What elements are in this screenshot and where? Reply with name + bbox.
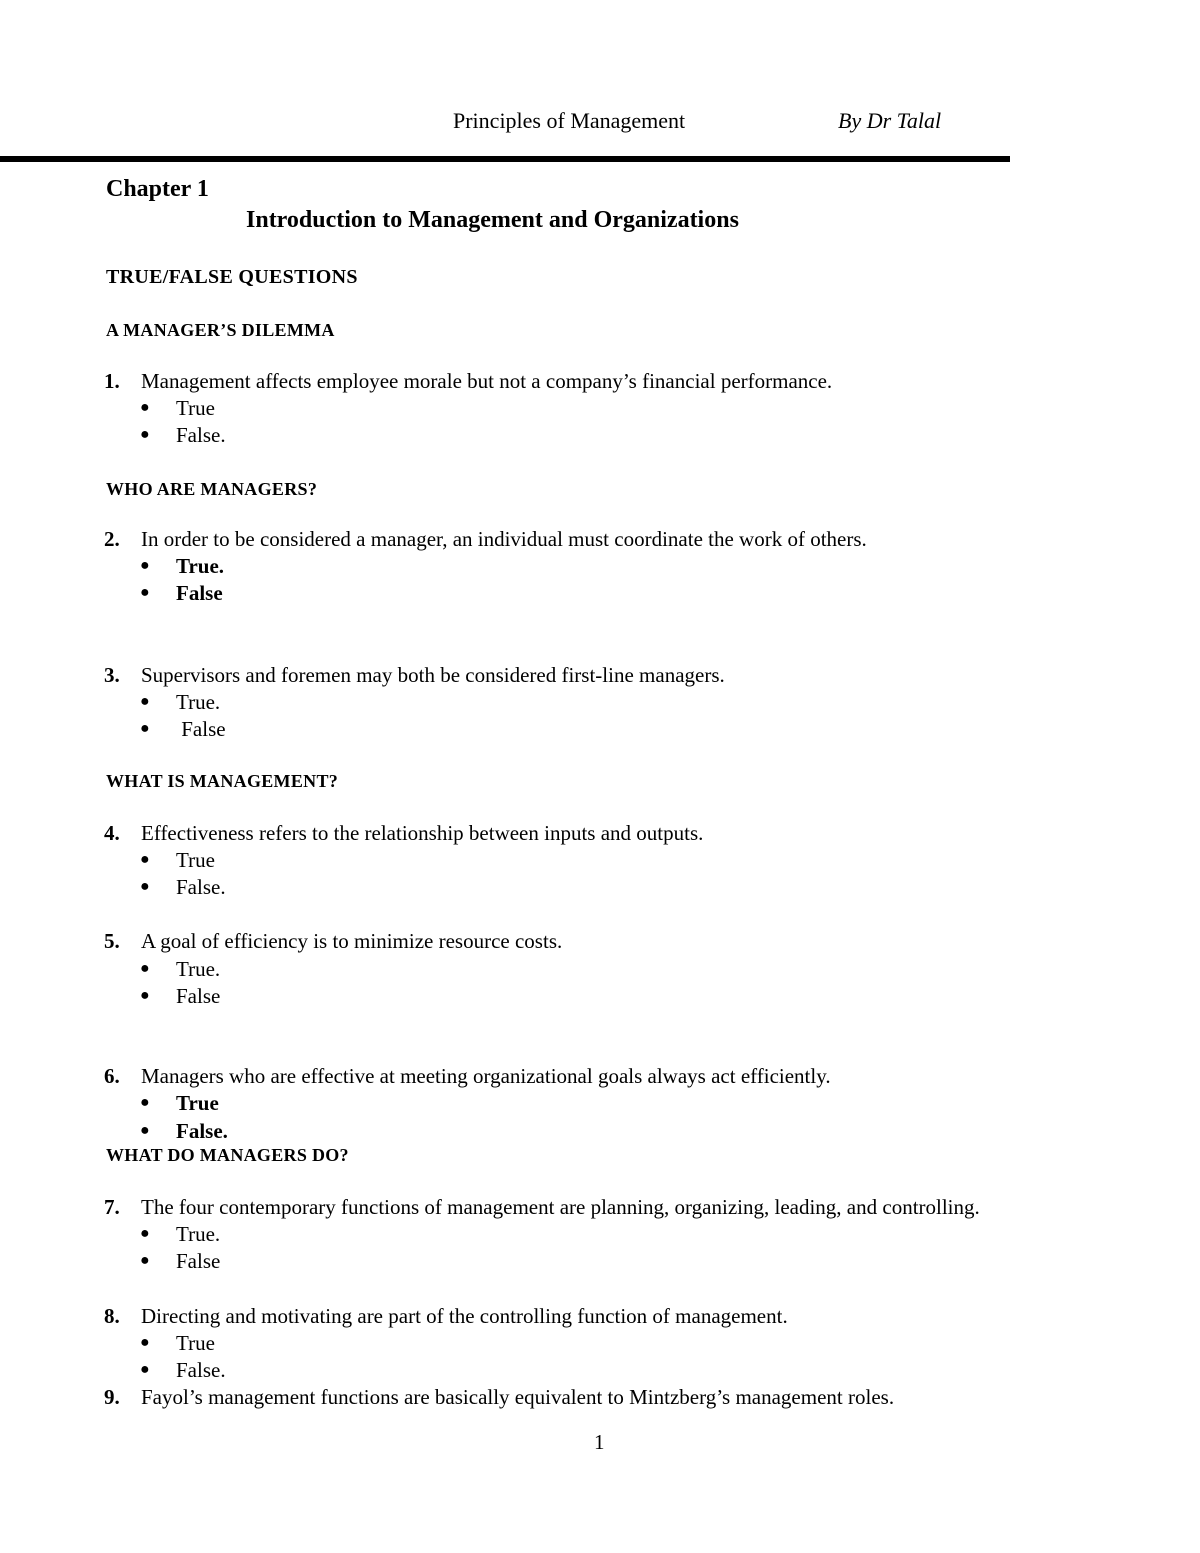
header-course-title: Principles of Management [453, 108, 686, 133]
question-number: 3. [104, 663, 120, 687]
bullet-icon: ● [140, 1252, 150, 1269]
question-text: In order to be considered a manager, an individual must coordinate the work of others. [141, 527, 867, 551]
page-number: 1 [594, 1430, 605, 1454]
answer-option: True. [176, 690, 221, 714]
answer-option: True. [176, 957, 221, 981]
question-number: 2. [104, 527, 120, 551]
question-number: 5. [104, 929, 120, 953]
answer-option: False. [176, 423, 226, 447]
question-text: Supervisors and foremen may both be considered first-line managers. [141, 663, 725, 687]
section-heading-what-do-managers-do: WHAT DO MANAGERS DO? [106, 1145, 349, 1165]
question-text: Fayol’s management functions are basically equivalent to Mintzberg’s management roles. [141, 1385, 895, 1409]
bullet-icon: ● [140, 1334, 150, 1351]
answer-option: False. [176, 1358, 226, 1382]
bullet-icon: ● [140, 720, 150, 737]
bullet-icon: ● [140, 584, 150, 601]
question-number: 9. [104, 1385, 120, 1409]
question-text: Management affects employee morale but not a company’s financial performance. [141, 369, 833, 393]
section-heading-true-false: TRUE/FALSE QUESTIONS [106, 266, 358, 288]
header-author: By Dr Talal [838, 108, 942, 133]
answer-option: False. [176, 875, 226, 899]
question-number: 6. [104, 1064, 120, 1088]
answer-option: True. [176, 554, 225, 578]
answer-option: True [176, 848, 215, 872]
question-number: 1. [104, 369, 120, 393]
bullet-icon: ● [140, 1122, 150, 1139]
answer-option: True [176, 1331, 215, 1355]
answer-option: False [176, 581, 223, 605]
question-text: Managers who are effective at meeting organizational goals always act efficiently. [141, 1064, 831, 1088]
chapter-label: Chapter 1 [106, 176, 209, 202]
question-text: The four contemporary functions of management are planning, organizing, leading, and controlling. [141, 1195, 980, 1219]
bullet-icon: ● [140, 878, 150, 895]
answer-option: False [176, 1249, 221, 1273]
bullet-icon: ● [140, 987, 150, 1004]
answer-option: True [176, 1091, 219, 1115]
question-text: Directing and motivating are part of the controlling function of management. [141, 1304, 788, 1328]
answer-option: False [176, 984, 221, 1008]
section-heading-who-are-managers: WHO ARE MANAGERS? [106, 479, 318, 499]
question-number: 8. [104, 1304, 120, 1328]
question-text: Effectiveness refers to the relationship between inputs and outputs. [141, 821, 704, 845]
bullet-icon: ● [140, 399, 150, 416]
bullet-icon: ● [140, 960, 150, 977]
answer-option: True. [176, 1222, 221, 1246]
question-text: A goal of efficiency is to minimize resource costs. [141, 929, 563, 953]
question-number: 7. [104, 1195, 120, 1219]
answer-option: False [176, 717, 226, 741]
bullet-icon: ● [140, 1225, 150, 1242]
chapter-title: Introduction to Management and Organizations [246, 207, 739, 233]
bullet-icon: ● [140, 693, 150, 710]
answer-option: True [176, 396, 215, 420]
question-number: 4. [104, 821, 120, 845]
bullet-icon: ● [140, 557, 150, 574]
bullet-icon: ● [140, 426, 150, 443]
bullet-icon: ● [140, 1094, 150, 1111]
section-heading-dilemma: A MANAGER’S DILEMMA [106, 320, 335, 340]
bullet-icon: ● [140, 1361, 150, 1378]
section-heading-what-is-management: WHAT IS MANAGEMENT? [106, 771, 339, 791]
header-rule [0, 156, 1010, 162]
bullet-icon: ● [140, 851, 150, 868]
answer-option: False. [176, 1119, 228, 1143]
